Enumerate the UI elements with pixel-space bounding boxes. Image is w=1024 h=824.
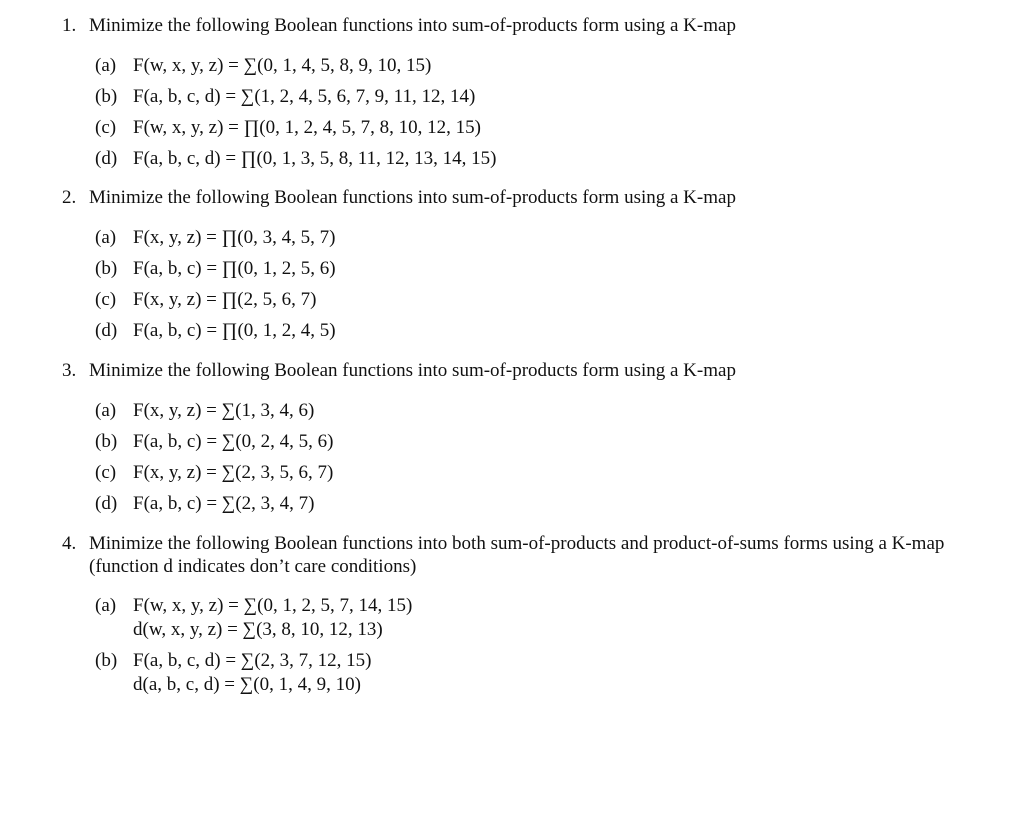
problem-3-stem [62, 359, 982, 382]
dont-care-expression: d(a, b, c, d) = ∑(0, 1, 4, 9, 10) [133, 674, 361, 695]
problem-3 [62, 359, 982, 514]
item-label: (b) [95, 650, 118, 671]
item-label: (a) [95, 400, 117, 421]
function-expression: F(a, b, c) = ∑(2, 3, 4, 7) [133, 493, 315, 514]
item-label: (d) [95, 493, 118, 514]
problem-prompt: Minimize the following Boolean functions into sum-of-products form using a K-map [89, 15, 736, 36]
function-expression: F(a, b, c, d) = ∑(1, 2, 4, 5, 6, 7, 9, 11, 12, 14) [133, 86, 476, 107]
function-expression: F(w, x, y, z) = ∑(0, 1, 4, 5, 8, 9, 10, 15) [133, 55, 432, 76]
problem-2-item-a [95, 226, 335, 250]
problem-1-item-c [95, 116, 481, 140]
function-expression: F(w, x, y, z) = ∑(0, 1, 2, 5, 7, 14, 15) [133, 595, 413, 616]
function-expression: F(x, y, z) = ∑(1, 3, 4, 6) [133, 400, 315, 421]
problem-prompt: Minimize the following Boolean functions into sum-of-products form using a K-map [89, 187, 736, 208]
function-expression: F(a, b, c, d) = ∏(0, 1, 3, 5, 8, 11, 12, 13, 14, 15) [133, 148, 497, 169]
item-label: (b) [95, 258, 118, 279]
item-label: (c) [95, 117, 117, 138]
problem-2-item-c [95, 288, 316, 312]
item-label: (b) [95, 86, 118, 107]
problem-1-item-a [95, 54, 431, 78]
function-expression: F(x, y, z) = ∑(2, 3, 5, 6, 7) [133, 462, 334, 483]
function-expression: F(a, b, c) = ∏(0, 1, 2, 5, 6) [133, 258, 336, 279]
problem-prompt: Minimize the following Boolean functions into sum-of-products form using a K-map [89, 360, 736, 381]
function-expression: F(a, b, c, d) = ∑(2, 3, 7, 12, 15) [133, 650, 372, 671]
problem-number: 2. [62, 187, 77, 208]
dont-care-expression: d(w, x, y, z) = ∑(3, 8, 10, 12, 13) [133, 619, 383, 640]
item-label: (d) [95, 148, 118, 169]
item-label: (d) [95, 320, 118, 341]
problem-2-item-b [95, 257, 336, 281]
problem-2-item-d [95, 319, 336, 343]
problem-1-item-b [95, 85, 475, 109]
function-expression: F(a, b, c) = ∏(0, 1, 2, 4, 5) [133, 320, 336, 341]
problem-2 [62, 186, 982, 341]
problem-2-stem [62, 186, 982, 209]
problem-4-stem [62, 532, 982, 578]
problem-number: 4. [62, 533, 77, 554]
item-label: (b) [95, 431, 118, 452]
problem-3-item-b [95, 430, 334, 454]
problem-3-item-d [95, 492, 315, 516]
problem-4 [62, 532, 982, 695]
item-label: (a) [95, 595, 117, 616]
problem-4-item-a [95, 594, 412, 618]
function-expression: F(a, b, c) = ∑(0, 2, 4, 5, 6) [133, 431, 334, 452]
problem-1-stem [62, 14, 982, 37]
function-expression: F(x, y, z) = ∏(2, 5, 6, 7) [133, 289, 317, 310]
problem-1 [62, 14, 982, 169]
item-label: (c) [95, 289, 117, 310]
item-label: (a) [95, 227, 117, 248]
item-label: (a) [95, 55, 117, 76]
item-label: (c) [95, 462, 117, 483]
problem-1-item-d [95, 147, 496, 171]
problem-3-item-a [95, 399, 314, 423]
function-expression: F(x, y, z) = ∏(0, 3, 4, 5, 7) [133, 227, 336, 248]
function-expression: F(w, x, y, z) = ∏(0, 1, 2, 4, 5, 7, 8, 10, 12, 15) [133, 117, 481, 138]
problem-4-item-b [95, 649, 372, 673]
problem-number: 3. [62, 360, 77, 381]
problem-3-item-c [95, 461, 333, 485]
problem-number: 1. [62, 15, 77, 36]
problem-prompt: Minimize the following Boolean functions into both sum-of-products and product-of-sums forms using a K-map (function d indicates don’t care conditions) [89, 533, 945, 577]
